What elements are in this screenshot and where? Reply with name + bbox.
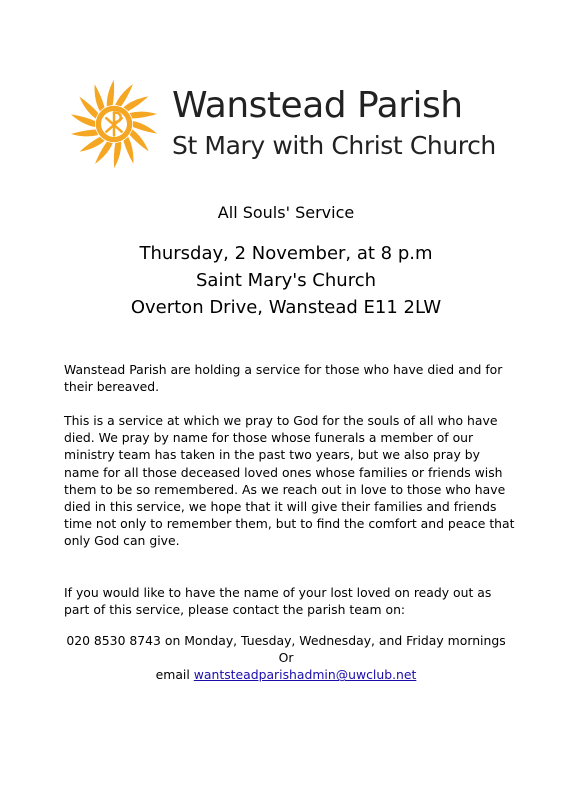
sun-ray xyxy=(71,114,95,127)
sun-ray xyxy=(71,129,98,136)
event-title: All Souls' Service xyxy=(217,203,355,222)
sun-ray xyxy=(130,129,149,151)
sun-ray xyxy=(107,80,114,106)
sun-ray xyxy=(80,137,105,152)
email-prefix: email xyxy=(155,667,194,683)
event-details xyxy=(0,240,572,321)
description-paragraph: This is a service at which we pray to God for the souls of all who have died. We pray by name for those whose funerals a member of our ministry team has taken in the past two years, but we also pray by name for all those deceased loved ones whose families or friends wish them to be so remembered. As we reach out in love to those who have died in this service, we hope that it will give their families and friends time not only to remember them, but to find the comfort and peace that only God can give. xyxy=(64,413,515,549)
contact-phone: 020 8530 8743 on Monday, Tuesday, Wednesday, and Friday mornings xyxy=(66,633,506,648)
event-venue: Saint Mary's Church xyxy=(196,270,376,291)
sun-ray xyxy=(133,121,157,134)
org-subtitle: St Mary with Christ Church xyxy=(172,131,496,160)
email-link[interactable]: wantsteadparishadmin@uwclub.net xyxy=(193,667,417,683)
request-paragraph: If you would like to have the name of your lost loved on ready out as part of this service, please contact the parish team on: xyxy=(64,585,492,618)
contact-email-line xyxy=(0,666,572,683)
contact-block xyxy=(0,632,572,684)
org-name: Wanstead Parish xyxy=(172,85,463,126)
sun-ray xyxy=(123,137,133,164)
event-address: Overton Drive, Wanstead E11 2LW xyxy=(130,297,442,318)
contact-or: Or xyxy=(278,650,294,666)
event-date-time: Thursday, 2 November, at 8 p.m xyxy=(139,243,433,264)
intro-paragraph: Wanstead Parish are holding a service for those who have died and for their bereaved. xyxy=(64,362,503,395)
sun-chi-rho-icon xyxy=(66,76,162,172)
sun-ray xyxy=(79,97,98,119)
sun-ray xyxy=(130,112,157,119)
sun-ray xyxy=(123,96,148,111)
sun-ray xyxy=(114,142,121,168)
sun-ray xyxy=(95,84,105,111)
